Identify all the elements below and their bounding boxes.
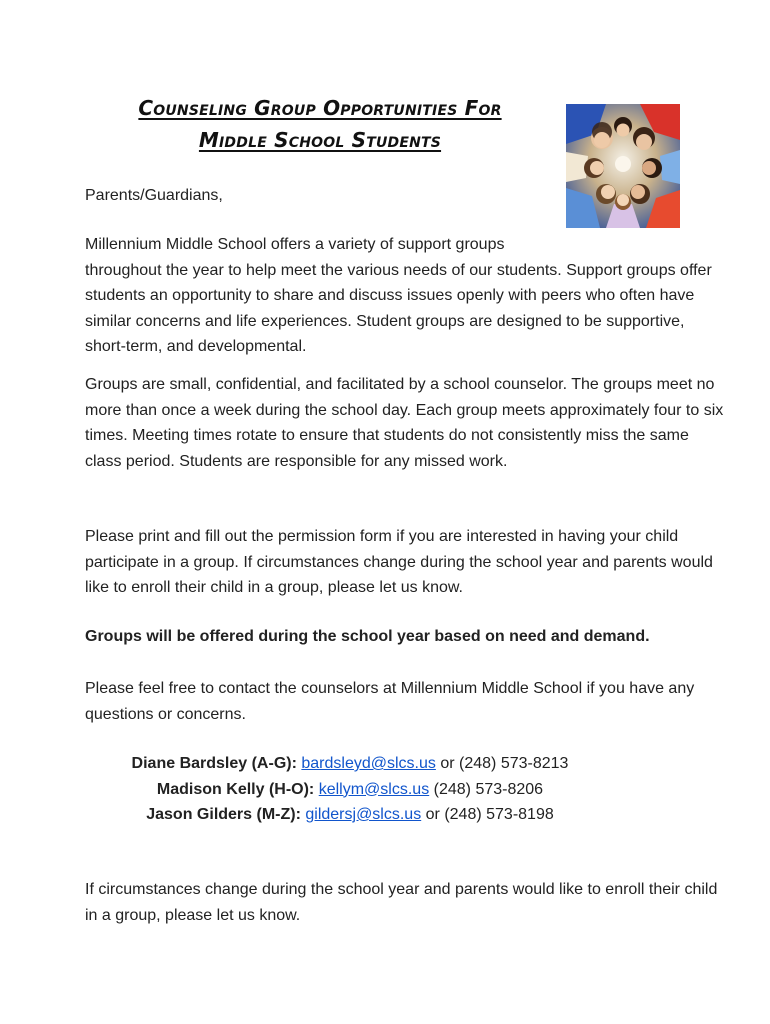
intro-rest: throughout the year to help meet the various needs of our students. Support groups offer students an opportunity to share and discuss issues openly with peers who often have similar concerns and life experiences. Student groups are designed to be supportive, short-term, and developmental. <box>85 261 712 355</box>
contact-row <box>85 802 615 828</box>
permission-paragraph: Please print and fill out the permission form if you are interested in having your child participate in a group. If circumstances change during the school year and parents would like to enroll their child in a group, please let us know. <box>85 528 713 596</box>
counselor-phone: (248) 573-8213 <box>459 755 569 772</box>
closing-paragraph: If circumstances change during the school year and parents would like to enroll their child in a group, please let us know. <box>85 881 718 924</box>
counselor-name: Diane Bardsley (A-G): <box>131 755 297 772</box>
counselor-phone: (248) 573-8198 <box>444 806 554 823</box>
counselor-name: Madison Kelly (H-O): <box>156 780 315 798</box>
intro-paragraph <box>85 232 725 360</box>
contact-row <box>85 751 615 777</box>
contact-connector: or <box>435 755 460 772</box>
contact-paragraph: Please feel free to contact the counselors at Millennium Middle School if you have any questions or concerns. <box>85 680 695 723</box>
greeting: Parents/Guardians, <box>85 187 223 204</box>
counselor-email-link[interactable]: kellym@slcs.us <box>318 780 430 798</box>
counselor-name: Jason Gilders (M-Z): <box>146 806 301 823</box>
counselor-email-link[interactable]: bardsleyd@slcs.us <box>301 755 436 772</box>
intro-first-line: Millennium Middle School offers a variety of support groups <box>85 236 505 253</box>
page-title <box>80 92 560 156</box>
students-circle-photo <box>566 104 680 228</box>
title-line-2: Middle School Students <box>198 128 442 152</box>
title-line-1: Counseling Group Opportunities For <box>138 96 502 120</box>
bold-notice: Groups will be offered during the school year based on need and demand. <box>85 628 650 645</box>
contact-connector: or <box>421 806 445 823</box>
counselor-contacts <box>85 751 615 828</box>
groups-paragraph: Groups are small, confidential, and facilitated by a school counselor. The groups meet no more than once a week during the school day. Each group meets approximately four to six times. Meeting times rotate to ensure that students do not consistently miss the same class period. Students are responsible for any missed work. <box>85 376 724 470</box>
counselor-phone: (248) 573-8206 <box>433 780 544 798</box>
counselor-email-link[interactable]: gildersj@slcs.us <box>305 806 422 823</box>
contact-row <box>85 777 615 803</box>
